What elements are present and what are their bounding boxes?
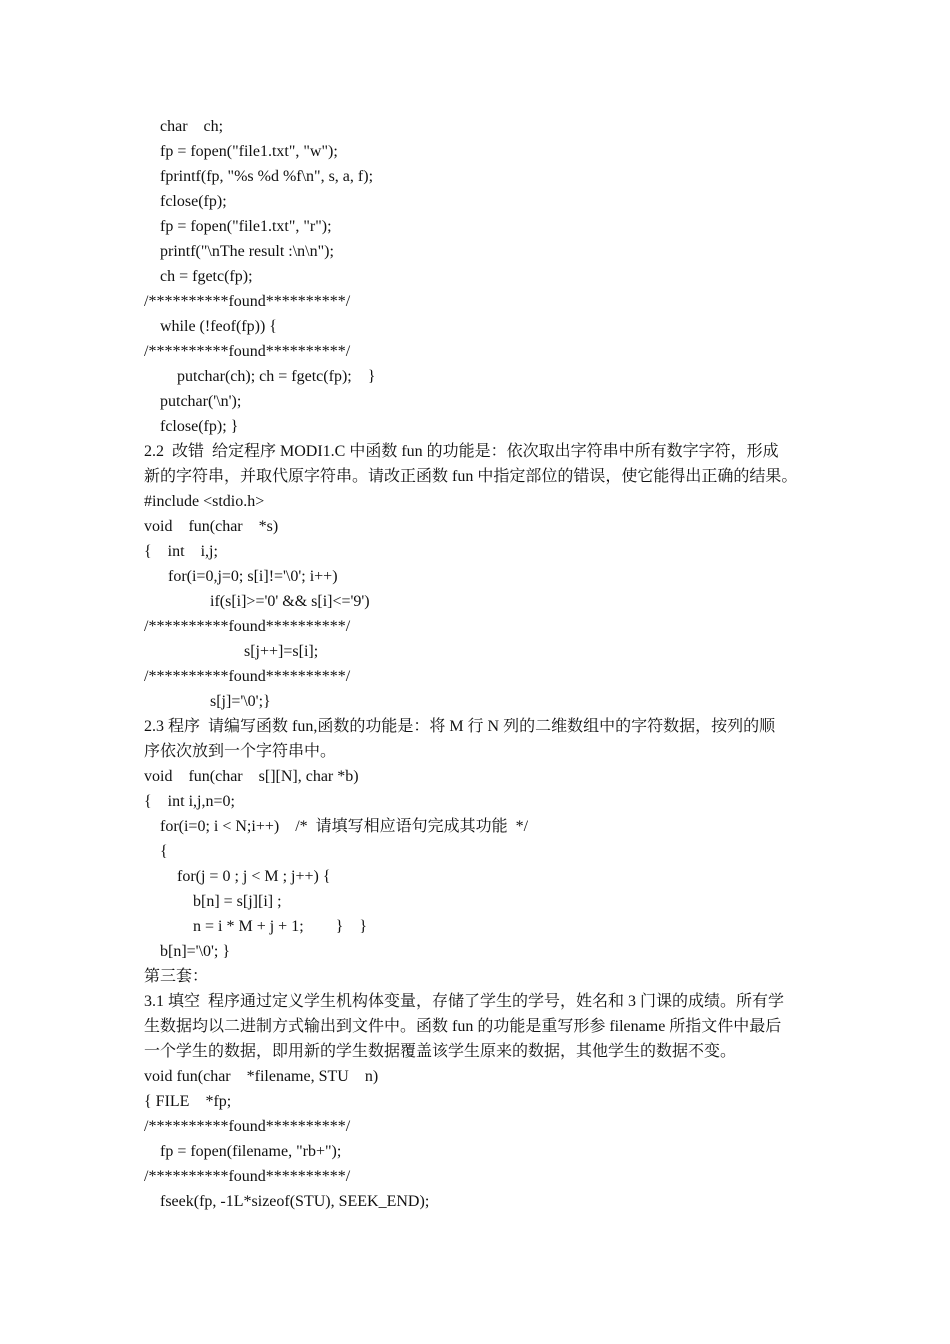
found-marker: /**********found**********/ (144, 1168, 351, 1185)
code-line: #include <stdio.h> (144, 493, 265, 510)
code-line: s[j++]=s[i]; (244, 643, 319, 660)
code-line: { FILE *fp; (144, 1093, 232, 1110)
found-marker: /**********found**********/ (144, 293, 351, 310)
code-line: fp = fopen("file1.txt", "r"); (160, 218, 332, 235)
code-line: fp = fopen("file1.txt", "w"); (160, 143, 338, 160)
code-line: void fun(char s[][N], char *b) (144, 768, 359, 785)
code-line: for(j = 0 ; j < M ; j++) { (177, 868, 331, 885)
code-line: void fun(char *filename, STU n) (144, 1068, 379, 1085)
code-line: putchar(ch); ch = fgetc(fp); } (177, 368, 376, 385)
code-line: for(i=0,j=0; s[i]!='\0'; i++) (168, 568, 338, 585)
code-line: for(i=0; i < N;i++) /* 请填写相应语句完成其功能 */ (160, 818, 529, 835)
code-line: fprintf(fp, "%s %d %f\n", s, a, f); (160, 168, 374, 185)
code-line: { int i,j,n=0; (144, 793, 235, 810)
set-heading: 第三套： (144, 968, 209, 985)
code-line: void fun(char *s) (144, 518, 279, 535)
code-line: fp = fopen(filename, "rb+"); (160, 1143, 342, 1160)
paragraph-line: 序依次放到一个字符串中。 (144, 743, 337, 760)
found-marker: /**********found**********/ (144, 343, 351, 360)
code-line: ch = fgetc(fp); (160, 268, 253, 285)
code-line: fclose(fp); (160, 193, 227, 210)
code-line: { int i,j; (144, 543, 218, 560)
code-line: b[n]='\0'; } (160, 943, 231, 960)
code-line: fclose(fp); } (160, 418, 239, 435)
found-marker: /**********found**********/ (144, 668, 351, 685)
section-heading: 2.3 程序 请编写函数 fun,函数的功能是：将 M 行 N 列的二维数组中的字符数据，按列的顺 (144, 718, 776, 735)
code-line: while (!feof(fp)) { (160, 318, 277, 335)
code-line: putchar('\n'); (160, 393, 242, 410)
code-line: printf("\nThe result :\n\n"); (160, 243, 334, 260)
code-line: s[j]='\0';} (210, 693, 271, 710)
found-marker: /**********found**********/ (144, 1118, 351, 1135)
code-line: { (160, 843, 168, 860)
code-line: b[n] = s[j][i] ; (193, 893, 282, 910)
code-line: fseek(fp, -1L*sizeof(STU), SEEK_END); (160, 1193, 430, 1210)
paragraph-line: 生数据均以二进制方式输出到文件中。函数 fun 的功能是重写形参 filename 所指文件中最后 (144, 1018, 782, 1035)
section-heading: 3.1 填空 程序通过定义学生机构体变量，存储了学生的学号，姓名和 3 门课的成绩。所有学 (144, 993, 785, 1010)
code-line: n = i * M + j + 1; } } (193, 918, 367, 935)
paragraph-line: 新的字符串，并取代原字符串。请改正函数 fun 中指定部位的错误，使它能得出正确的结果。 (144, 468, 798, 485)
paragraph-line: 一个学生的数据，即用新的学生数据覆盖该学生原来的数据，其他学生的数据不变。 (144, 1043, 737, 1060)
section-heading: 2.2 改错 给定程序 MODI1.C 中函数 fun 的功能是：依次取出字符串中所有数字字符，形成 (144, 443, 779, 460)
code-line: char ch; (160, 118, 224, 135)
found-marker: /**********found**********/ (144, 618, 351, 635)
code-line: if(s[i]>='0' && s[i]<='9') (210, 593, 370, 610)
